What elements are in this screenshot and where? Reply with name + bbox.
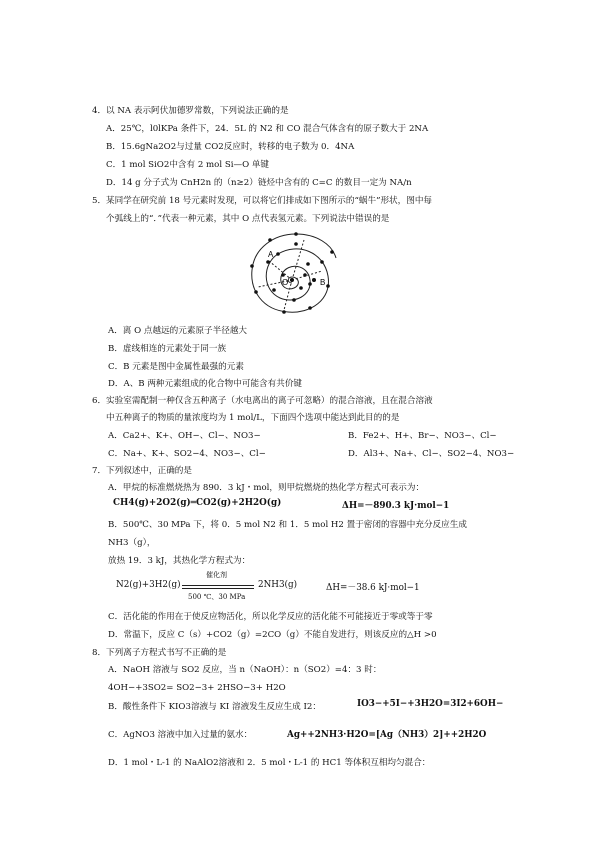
q8-stem: 8．下列离子方程式书写不正确的是 [92,648,227,658]
q7-option-b-line2: NH3（g）， [108,538,156,548]
q7-b-eq-left: N2(g)+3H2(g) [116,580,181,590]
q5-option-a: A．离 O 点越远的元素原子半径越大 [108,326,248,336]
q7-option-b-line1: B．500℃、30 MPa 下，将 0．5 mol N2 和 1．5 mol H2 置于密闭的容器中充分反应生成 [108,520,467,530]
q8-option-d: D．1 mol・L-1 的 NaAlO2溶液和 2．5 mol・L-1 的 HC1 等体积互相均匀混合： [108,758,431,768]
q5-stem-line1: 5．某同学在研究前 18 号元素时发现，可以将它们排成如下图所示的“蜗牛”形状，图中每 [92,196,433,206]
q7-a-enthalpy: ΔH=－890.3 kJ·mol−1 [342,501,450,511]
q5-option-d: D．A、B 两种元素组成的化合物中可能含有共价键 [108,379,303,389]
q7-option-c: C．活化能的作用在于使反应物活化，所以化学反应的活化能不可能接近于零或等于零 [108,612,433,622]
q8-option-c: C．AgNO3 溶液中加入过量的氨水： [108,730,253,740]
q6-option-d: D．Al3+、Na+、Cl−、SO2−4、NO3− [348,449,515,459]
q8-option-a-line2: 4OH−+3SO2= SO2−3+ 2HSO−3+ H2O [108,683,286,693]
q4-option-d: D．14 g 分子式为 CnH2n 的（n≥2）链烃中含有的 C=C 的数目一定为 NA/n [106,178,412,188]
label-a: A [268,250,274,259]
q7-option-a: A．甲烷的标准燃烧热为 890．3 kJ・mol，则甲烷燃烧的热化学方程式可表示为： [108,483,425,493]
q4-option-c: C．1 mol SiO2中含有 2 mol Si—O 单键 [106,160,270,170]
q4-option-a: A．25℃，l0lKPa 条件下，24．5L 的 N2 和 CO 混合气体含有的原子数大于 2NA [106,124,429,134]
q5-option-c: C．B 元素是图中金属性最强的元素 [108,362,244,372]
q8-b-equation: IO3−+5I−+3H2O=3I2+6OH− [357,699,504,709]
q7-b-enthalpy: ΔH=－38.6 kJ·mol−1 [326,583,420,593]
q8-c-equation: Ag++2NH3·H2O=[Ag（NH3）2]++2H2O [287,730,487,740]
label-o: O [282,278,289,287]
q5-option-b: B．虚线相连的元素处于同一族 [108,344,227,354]
point-o-dot [290,278,294,282]
q7-a-equation: CH4(g)+2O2(g)═CO2(g)+2H2O(g) [113,498,282,508]
q8-option-b: B．酸性条件下 KIO3溶液与 KI 溶液发生反应生成 I2： [108,702,321,712]
q7-b-reaction-arrow-second [182,588,254,589]
point-b-dot [312,278,316,282]
snail-periodic-diagram [244,228,344,318]
q7-option-d: D．常温下，反应 C（s）+CO2（g）=2CO（g）不能自发进行，则该反应的△H >0 [108,630,437,640]
q5-stem-line2: 个弧线上的“．”代表一种元素，其中 O 点代表氢元素。下列说法中错误的是 [106,214,390,224]
q7-stem: 7．下列叙述中，正确的是 [92,466,192,476]
q6-option-a: A．Ca2+、K+、OH−、Cl−、NO3− [108,431,261,441]
q6-option-c: C．Na+、K+、SO2−4、NO3−、Cl− [108,449,266,459]
q6-stem-line1: 6．实验室需配制一种仅含五种离子（水电离出的离子可忽略）的混合溶液，且在混合溶液 [92,396,433,406]
q7-b-eq-catalyst: 催化剂 [206,571,227,579]
q7-b-eq-conditions: 500 ℃、30 MPa [188,593,246,601]
q7-option-b-line3: 放热 19．3 kJ，其热化学方程式为： [108,556,251,566]
q4-option-b: B．15.6gNa2O2与过量 CO2反应时，转移的电子数为 0．4NA [106,142,355,152]
q7-b-reaction-arrow [182,585,254,586]
label-b: B [320,278,326,287]
q7-b-eq-right: 2NH3(g) [258,580,298,590]
element-dot [272,288,276,292]
q4-stem: 4．以 NA 表示阿伏加德罗常数，下列说法正确的是 [92,106,289,116]
q8-option-a-line1: A．NaOH 溶液与 SO2 反应，当 n（NaOH）：n（SO2）=4：3 时： [108,665,382,675]
q6-stem-line2: 中五种离子的物质的量浓度均为 1 mol/L，下面四个选项中能达到此目的的是 [106,413,400,423]
q6-option-b: B．Fe2+、H+、Br−、NO3−、Cl− [348,431,497,441]
